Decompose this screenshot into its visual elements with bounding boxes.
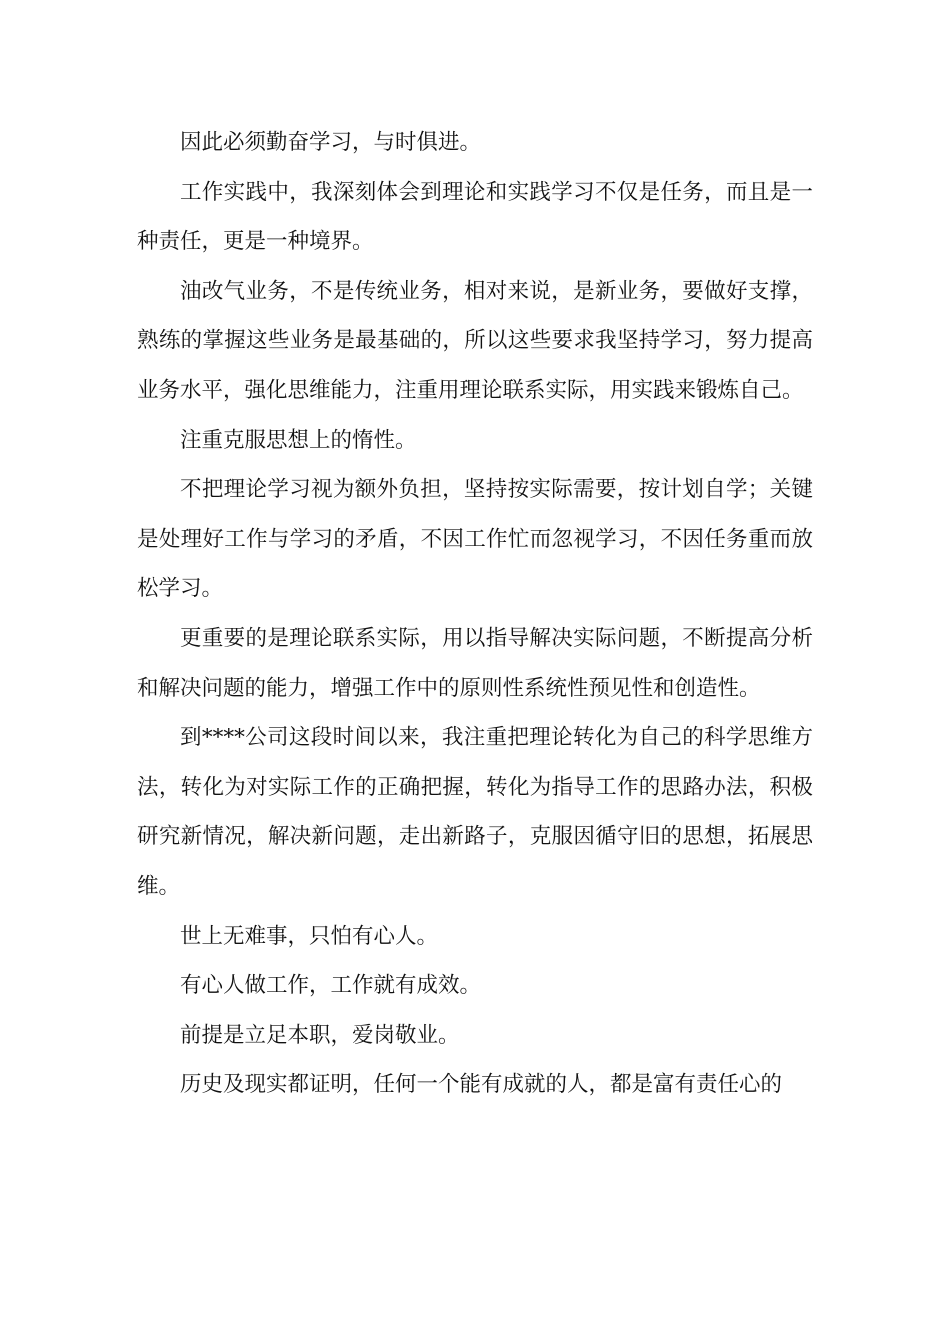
paragraph: 油改气业务，不是传统业务，相对来说，是新业务，要做好支撑，熟练的掌握这些业务是最基础的，所以这些要求我坚持学习，努力提高业务水平，强化思维能力，注重用理论联系实际，用实践来锻炼自己。 [137,278,813,403]
paragraph: 世上无难事，只怕有心人。 [180,923,439,949]
paragraph: 有心人做工作，工作就有成效。 [180,973,482,999]
paragraph: 历史及现实都证明，任何一个能有成就的人，都是富有责任心的 [180,1072,783,1098]
paragraph: 不把理论学习视为额外负担，坚持按实际需要，按计划自学；关键是处理好工作与学习的矛盾，不因工作忙而忽视学习，不因任务重而放松学习。 [137,477,813,602]
document-body [137,118,813,1110]
paragraph: 到****公司这段时间以来，我注重把理论转化为自己的科学思维方法，转化为对实际工作的正确把握，转化为指导工作的思路办法，积极研究新情况，解决新问题，走出新路子，克服因循守旧的思想，拓展思维。 [137,725,813,899]
paragraph: 前提是立足本职，爱岗敬业。 [180,1022,460,1048]
paragraph: 工作实践中，我深刻体会到理论和实践学习不仅是任务，而且是一种责任，更是一种境界。 [137,179,813,255]
paragraph: 更重要的是理论联系实际，用以指导解决实际问题，不断提高分析和解决问题的能力，增强工作中的原则性系统性预见性和创造性。 [137,625,813,701]
paragraph: 因此必须勤奋学习，与时俱进。 [180,130,482,155]
paragraph: 注重克服思想上的惰性。 [180,427,417,453]
